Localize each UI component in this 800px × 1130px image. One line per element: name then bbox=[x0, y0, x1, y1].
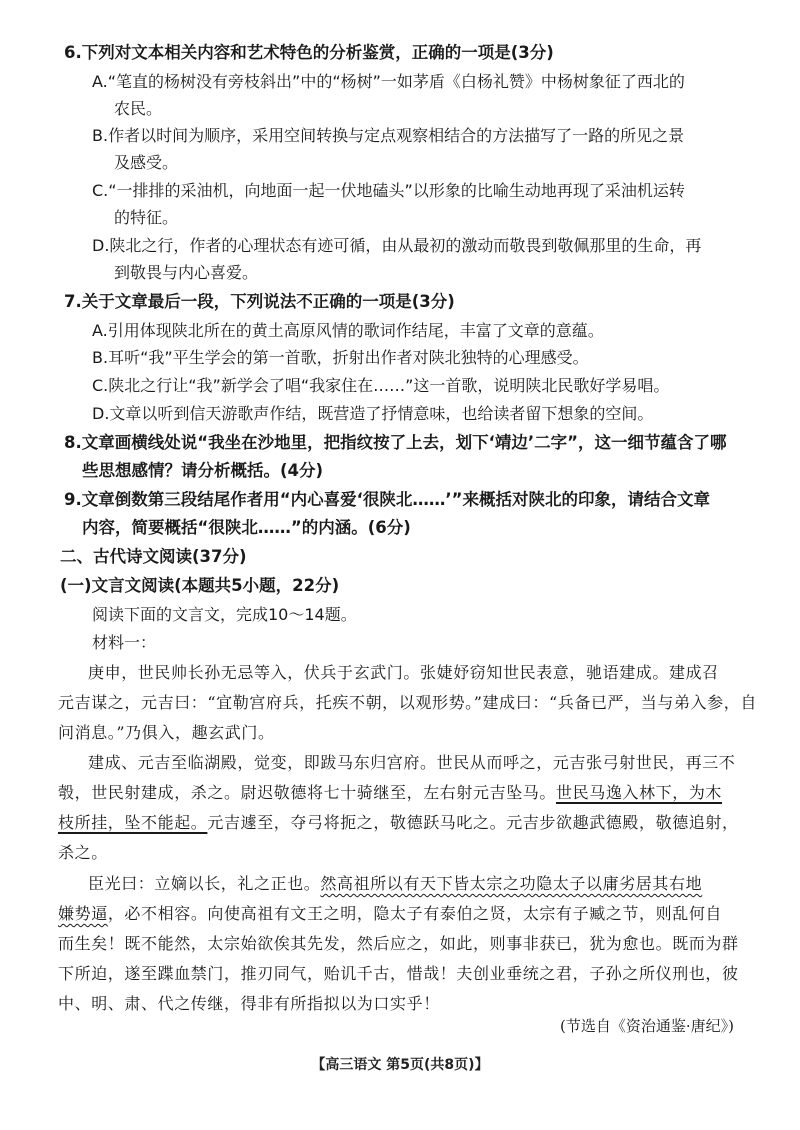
passage-source: (节选自《资治通鉴·唐纪》) bbox=[560, 1017, 734, 1035]
passage-p3-line3: 而生矣！既不能然，太宗始欲俟其先发，然后应之，如此，则事非获已，犹为愈也。既而为群 bbox=[58, 934, 739, 953]
q7-option-d: D.文章以听到信天游歌声作结，既营造了抒情意味，也给读者留下想象的空间。 bbox=[92, 404, 654, 423]
passage-p3-line1 bbox=[88, 873, 702, 895]
passage-p2-line2-text: 彀，世民射建成，杀之。尉迟敬德将七十骑继至，左右射元吉坠马。 bbox=[58, 783, 557, 802]
q6-option-a-line1: A.“笔直的杨树没有旁枝斜出”中的“杨树”一如茅盾《白杨礼赞》中杨树象征了西北的 bbox=[92, 72, 685, 91]
material-1-label: 材料一： bbox=[92, 633, 157, 652]
question-6-stem: 6.下列对文本相关内容和艺术特色的分析鉴赏，正确的一项是(3分) bbox=[64, 43, 554, 62]
q6-option-a-line2: 农民。 bbox=[114, 99, 163, 118]
passage-p2-line3-text: 元吉遽至，夺弓将扼之，敬德跃马叱之。元吉步欲趣武德殿，敬德追射， bbox=[207, 813, 739, 832]
q6-option-c-line2: 的特征。 bbox=[114, 208, 179, 227]
question-9-line2: 内容，简要概括“很陕北……”的内涵。(6分) bbox=[82, 518, 411, 537]
passage-p3-line2 bbox=[58, 903, 722, 925]
section-2-heading: 二、古代诗文阅读(37分) bbox=[60, 547, 247, 566]
passage-p2-line4: 杀之。 bbox=[58, 843, 108, 862]
wavy-underlined-sentence-part1: 然高祖所以有天下皆太宗之功隐太子以庸劣居其右地 bbox=[320, 874, 703, 893]
passage-p1-line3: 问消息。”乃俱入，趣玄武门。 bbox=[58, 723, 275, 742]
question-9-line1: 9.文章倒数第三段结尾作者用“内心喜爱‘很陕北……’”来概括对陕北的印象，请结合文章 bbox=[64, 490, 710, 509]
question-8-line1: 8.文章画横线处说“我坐在沙地里，把指纹按了上去，划下‘靖边’二字”，这一细节蕴含了哪 bbox=[64, 433, 727, 452]
q7-option-c: C.陕北之行让“我”新学会了唱“我家住在……”这一首歌，说明陕北民歌好学易唱。 bbox=[92, 376, 670, 395]
passage-p1-line1: 庚申，世民帅长孙无忌等入，伏兵于玄武门。张婕妤窃知世民表意，驰语建成。建成召 bbox=[88, 663, 719, 682]
q6-option-d-line2: 到敬畏与内心喜爱。 bbox=[114, 263, 259, 282]
q7-option-b: B.耳听“我”平生学会的第一首歌，折射出作者对陕北独特的心理感受。 bbox=[92, 348, 589, 367]
reading-instruction: 阅读下面的文言文，完成10～14题。 bbox=[92, 605, 357, 624]
passage-p1-line2: 元吉谋之，元吉曰：“宜勒宫府兵，托疾不朝，以观形势。”建成曰：“兵备已严，当与弟入参，自 bbox=[58, 693, 757, 712]
q7-option-a: A.引用体现陕北所在的黄土高原风情的歌词作结尾，丰富了文章的意蕴。 bbox=[92, 321, 604, 340]
passage-p3-line2-text: ，必不相容。向使高祖有文王之明，隐太子有泰伯之贤，太宗有子臧之节，则乱何自 bbox=[107, 904, 723, 923]
passage-p2-line1: 建成、元吉至临湖殿，觉变，即跋马东归宫府。世民从而呼之，元吉张弓射世民，再三不 bbox=[88, 753, 736, 772]
q6-option-c-line1: C.“一排排的采油机，向地面一起一伏地磕头”以形象的比喻生动地再现了采油机运转 bbox=[92, 181, 685, 200]
q6-option-b-line2: 及感受。 bbox=[114, 153, 179, 172]
passage-p3-line1-text: 臣光曰：立嫡以长，礼之正也。 bbox=[88, 874, 321, 893]
page-footer: 【高三语文 第5页(共8页)】 bbox=[311, 1057, 489, 1073]
section-2-1-heading: (一)文言文阅读(本题共5小题，22分) bbox=[60, 576, 340, 595]
underlined-sentence-part1: 世民马逸入林下，为木 bbox=[556, 783, 723, 802]
question-8-line2: 些思想感情？请分析概括。(4分) bbox=[82, 461, 324, 480]
q6-option-b-line1: B.作者以时间为顺序，采用空间转换与定点观察相结合的方法描写了一路的所见之景 bbox=[92, 126, 685, 145]
passage-p2-line3 bbox=[58, 812, 739, 834]
question-7-stem: 7.关于文章最后一段，下列说法不正确的一项是(3分) bbox=[64, 292, 455, 311]
passage-p3-line5: 中、明、肃、代之传继，得非有所指拟以为口实乎！ bbox=[58, 994, 440, 1013]
underlined-sentence-part2: 枝所挂，坠不能起。 bbox=[58, 813, 208, 832]
passage-p2-line2 bbox=[58, 782, 722, 804]
passage-p3-line4: 下所迫，遂至蹀血禁门，推刃同气，贻讥千古，惜哉！夫创业垂统之君，子孙之所仪刑也，彼 bbox=[58, 964, 739, 983]
q6-option-d-line1: D.陕北之行，作者的心理状态有迹可循，由从最初的激动而敬畏到敬佩那里的生命，再 bbox=[92, 236, 702, 255]
wavy-underlined-sentence-part2: 嫌势逼 bbox=[58, 904, 108, 923]
